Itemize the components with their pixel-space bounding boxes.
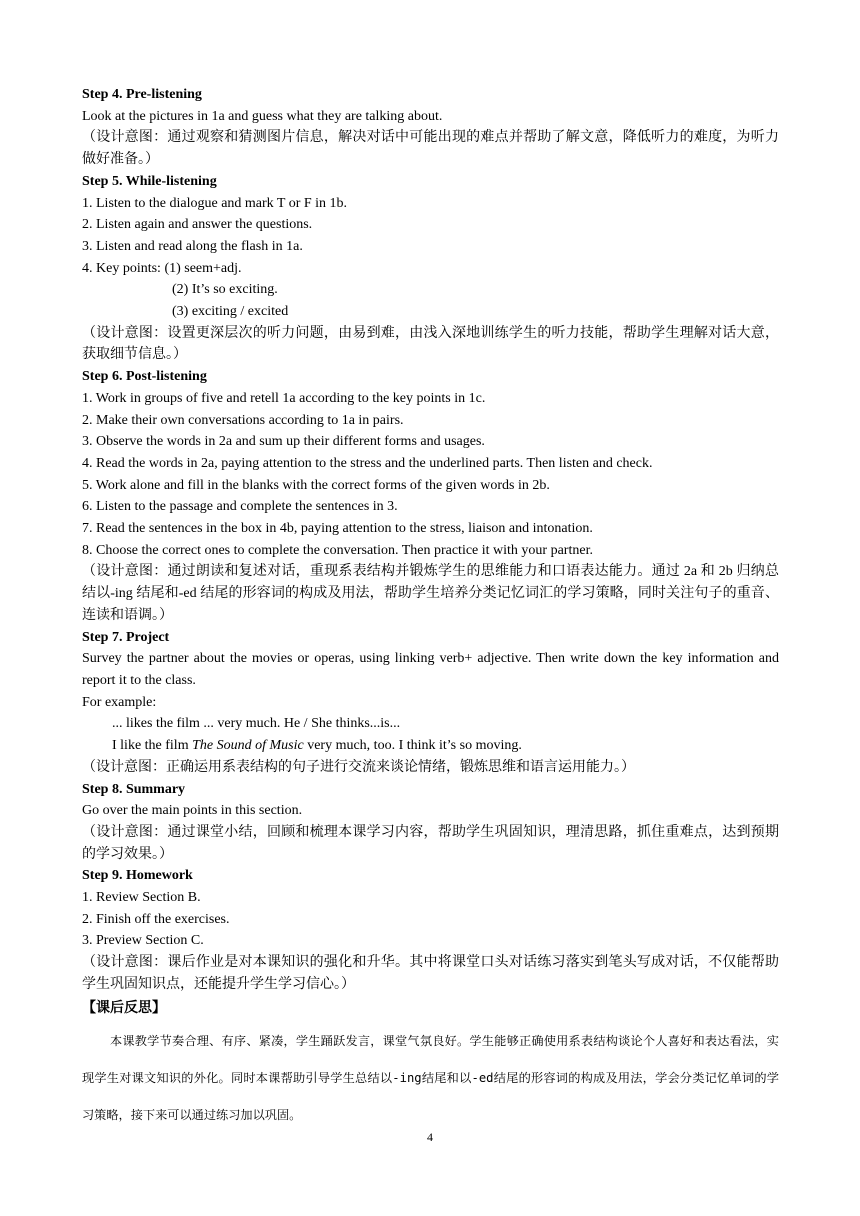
step6-line-1: 1. Work in groups of five and retell 1a according to the key points in 1c. [82,390,486,406]
step7-example-2 [82,735,779,757]
step8-line-1: Go over the main points in this section. [82,803,303,819]
step7-heading: Step 7. Project [82,629,170,645]
step7-example-2-pre: I like the film [112,738,193,754]
step9-line-3: 3. Preview Section C. [82,933,204,949]
step6-line-3: 3. Observe the words in 2a and sum up their different forms and usages. [82,434,485,450]
step9-design-intent: （设计意图：课后作业是对本课知识的强化和升华。其中将课堂口头对话练习落实到笔头写成对话，不仅能帮助学生巩固知识点，还能提升学生学习信心。） [82,955,779,992]
step8-heading: Step 8. Summary [82,781,186,797]
reflection-text: 本课教学节奏合理、有序、紧凑，学生踊跃发言，课堂气氛良好。学生能够正确使用系表结构谈论个人喜好和表达看法，实现学生对课文知识的外化。同时本课帮助引导学生总结以-ing结尾和以-ed结尾的形容词的构成及用法，学会分类记忆单词的学习策略，接下来可以通过练习加以巩固。 [82,1033,779,1122]
step5-line-1: 1. Listen to the dialogue and mark T or F in 1b. [82,195,348,211]
step6-line-6: 6. Listen to the passage and complete the sentences in 3. [82,499,398,515]
step8-design-intent: （设计意图：通过课堂小结，回顾和梳理本课学习内容，帮助学生巩固知识，理清思路，抓住重难点，达到预期的学习效果。） [82,824,779,862]
step6-design-intent: （设计意图：通过朗读和复述对话，重现系表结构并锻炼学生的思维能力和口语表达能力。通过 2a 和 2b 归纳总结以-ing 结尾和-ed 结尾的形容词的构成及用法，帮助学生培养分类记忆词汇的学习策略，同时关注句子的重音、连读和语调。） [82,564,779,623]
step4-heading: Step 4. Pre-listening [82,87,202,102]
step6-line-8: 8. Choose the correct ones to complete the conversation. Then practice it with your partner. [82,542,593,558]
step6-line-2: 2. Make their own conversations according to 1a in pairs. [82,412,404,428]
step7-example-2-post: very much, too. I think it’s so moving. [303,738,522,754]
step5-heading: Step 5. While-listening [82,173,217,189]
step5-line-2: 2. Listen again and answer the questions. [82,217,313,233]
step6-line-5: 5. Work alone and fill in the blanks with the correct forms of the given words in 2b. [82,477,550,493]
step6-line-4: 4. Read the words in 2a, paying attention to the stress and the underlined parts. Then listen and check. [82,455,653,471]
step4-design-intent: （设计意图：通过观察和猜测图片信息，解决对话中可能出现的难点并帮助了解文意，降低听力的难度，为听力做好准备。） [82,130,779,168]
step5-key-point-2: (2) It’s so exciting. [172,282,278,298]
step4-line-1: Look at the pictures in 1a and guess what they are talking about. [82,108,443,124]
reflection-heading: 【课后反思】 [82,999,166,1016]
step5-line-3: 3. Listen and read along the flash in 1a. [82,238,303,254]
page-number: 4 [427,1130,433,1144]
step5-design-intent: （设计意图：设置更深层次的听力问题，由易到难，由浅入深地训练学生的听力技能，帮助学生理解对话大意，获取细节信息。） [82,325,779,363]
document-body [82,84,779,1134]
step7-example-1: ... likes the film ... very much. He / She thinks...is... [112,716,401,732]
step7-design-intent: （设计意图：正确运用系表结构的句子进行交流来谈论情绪，锻炼思维和语言运用能力。） [82,759,635,775]
step7-example-label: For example: [82,694,157,710]
step7-paragraph: Survey the partner about the movies or operas, using linking verb+ adjective. Then write down the key information and report it to the class. [82,651,779,688]
step6-line-7: 7. Read the sentences in the box in 4b, paying attention to the stress, liaison and intonation. [82,521,593,537]
step5-key-point-3: (3) exciting / excited [172,304,289,320]
step7-example-2-title: The Sound of Music [192,738,304,754]
step9-line-2: 2. Finish off the exercises. [82,911,230,927]
step9-heading: Step 9. Homework [82,868,193,884]
step5-line-4: 4. Key points: (1) seem+adj. [82,260,242,276]
step9-line-1: 1. Review Section B. [82,890,201,906]
step6-heading: Step 6. Post-listening [82,369,207,385]
